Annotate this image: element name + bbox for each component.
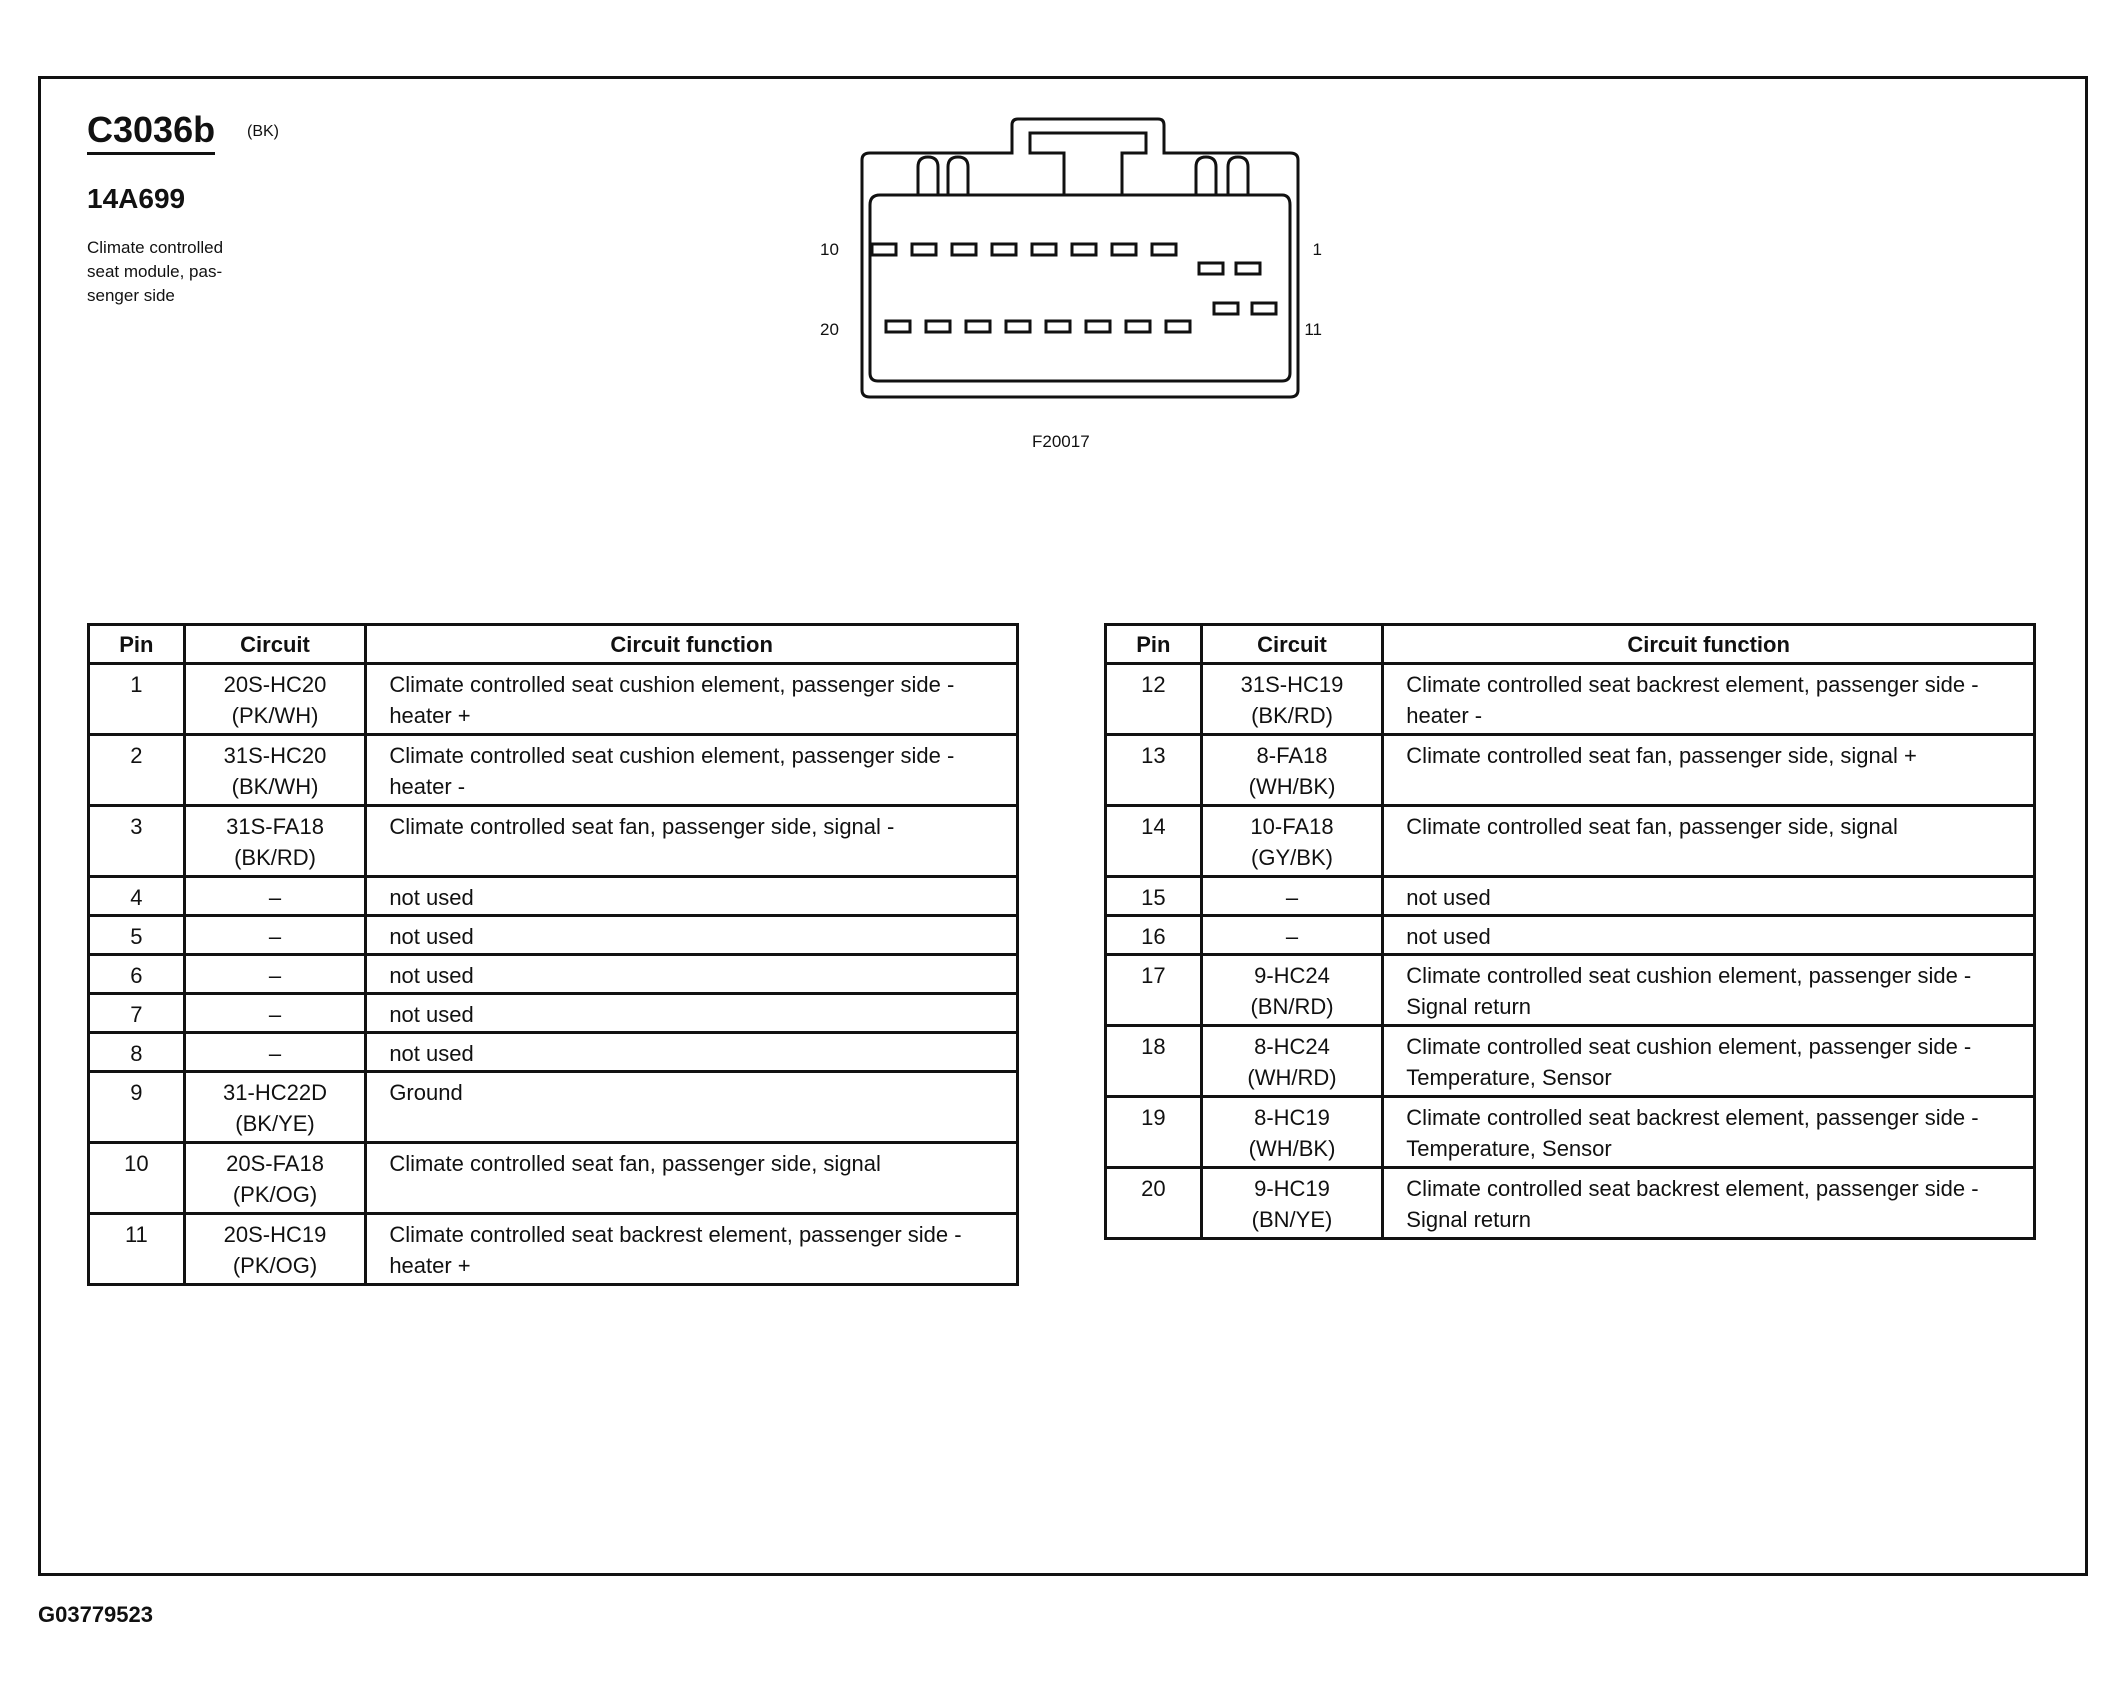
- circuit-cell: –: [184, 1033, 366, 1072]
- figure-code: F20017: [1032, 432, 1090, 451]
- table-row: [89, 994, 1018, 1033]
- pin-cell: 20: [1106, 1168, 1202, 1239]
- pin-cell: 16: [1106, 916, 1202, 955]
- function-cell: Climate controlled seat backrest element, passenger side - Temperature, Sensor: [1383, 1097, 2035, 1168]
- connector-color: (BK): [247, 123, 279, 140]
- circuit-cell: 10-FA18 (GY/BK): [1201, 806, 1383, 877]
- circuit-header: Circuit: [1201, 625, 1383, 664]
- pin-cavity-bottom: [1046, 321, 1070, 332]
- footer-code: G03779523: [38, 1602, 153, 1627]
- circuit-cell: –: [184, 877, 366, 916]
- pin-cavity-top: [952, 244, 976, 255]
- table-row: [1106, 664, 2035, 735]
- function-cell: not used: [1383, 916, 2035, 955]
- pin-cavity-top: [1072, 244, 1096, 255]
- connector-latch: [1030, 133, 1146, 195]
- pin-label-1: 1: [1312, 240, 1322, 259]
- connector-face: [870, 195, 1290, 381]
- pin-cell: 15: [1106, 877, 1202, 916]
- pin-cavity-bottom: [966, 321, 990, 332]
- table-row: [89, 1143, 1018, 1214]
- pin-cavity-top: [1112, 244, 1136, 255]
- table-row: [1106, 877, 2035, 916]
- circuit-cell: 9-HC19 (BN/YE): [1201, 1168, 1383, 1239]
- table-row: [89, 735, 1018, 806]
- pin-cavity-top: [1199, 263, 1223, 274]
- table-row: [1106, 1097, 2035, 1168]
- pin-table-left: [87, 623, 1019, 1286]
- pin-cavity-top: [992, 244, 1016, 255]
- function-cell: Climate controlled seat fan, passenger side, signal: [366, 1143, 1018, 1214]
- circuit-cell: 31-HC22D (BK/YE): [184, 1072, 366, 1143]
- function-cell: Climate controlled seat cushion element, passenger side - Signal return: [1383, 955, 2035, 1026]
- table-header-row: [89, 625, 1018, 664]
- table-row: [89, 1033, 1018, 1072]
- function-cell: Climate controlled seat backrest element, passenger side - heater -: [1383, 664, 2035, 735]
- pin-cell: 5: [89, 916, 185, 955]
- connector-housing: [862, 119, 1298, 397]
- function-cell: not used: [366, 1033, 1018, 1072]
- pin-cell: 1: [89, 664, 185, 735]
- pin-cavity-top: [1236, 263, 1260, 274]
- table-row: [89, 916, 1018, 955]
- table-row: [1106, 1168, 2035, 1239]
- pin-label-11: 11: [1304, 320, 1322, 339]
- function-cell: Climate controlled seat backrest element, passenger side - Signal return: [1383, 1168, 2035, 1239]
- function-cell: not used: [1383, 877, 2035, 916]
- pin-cavity-bottom: [886, 321, 910, 332]
- function-cell: Climate controlled seat cushion element, passenger side - heater +: [366, 664, 1018, 735]
- pin-cell: 2: [89, 735, 185, 806]
- table-row: [1106, 955, 2035, 1026]
- function-header: Circuit function: [1383, 625, 2035, 664]
- circuit-cell: –: [184, 916, 366, 955]
- function-cell: Climate controlled seat fan, passenger side, signal -: [366, 806, 1018, 877]
- function-cell: not used: [366, 994, 1018, 1033]
- circuit-cell: 8-HC19 (WH/BK): [1201, 1097, 1383, 1168]
- function-cell: Climate controlled seat backrest element, passenger side - heater +: [366, 1214, 1018, 1285]
- pin-cell: 9: [89, 1072, 185, 1143]
- pin-table-right: [1104, 623, 2036, 1240]
- circuit-cell: 20S-FA18 (PK/OG): [184, 1143, 366, 1214]
- pin-cell: 17: [1106, 955, 1202, 1026]
- pin-cell: 18: [1106, 1026, 1202, 1097]
- function-header: Circuit function: [366, 625, 1018, 664]
- table-row: [89, 806, 1018, 877]
- function-cell: not used: [366, 955, 1018, 994]
- table-row: [89, 664, 1018, 735]
- pin-cell: 13: [1106, 735, 1202, 806]
- pin-cavity-top: [872, 244, 896, 255]
- pin-cell: 14: [1106, 806, 1202, 877]
- circuit-cell: –: [1201, 916, 1383, 955]
- pin-cavity-top: [1152, 244, 1176, 255]
- table-row: [1106, 735, 2035, 806]
- connector-description: Climate controlled seat module, pas- senger side: [87, 238, 224, 305]
- pin-header: Pin: [89, 625, 185, 664]
- pin-cavity-bottom: [1252, 303, 1276, 314]
- function-cell: not used: [366, 877, 1018, 916]
- function-cell: Climate controlled seat fan, passenger side, signal +: [1383, 735, 2035, 806]
- circuit-cell: 31S-HC20 (BK/WH): [184, 735, 366, 806]
- function-cell: not used: [366, 916, 1018, 955]
- pin-label-10: 10: [820, 240, 839, 259]
- table-header-row: [1106, 625, 2035, 664]
- circuit-cell: 31S-HC19 (BK/RD): [1201, 664, 1383, 735]
- circuit-cell: –: [184, 955, 366, 994]
- connector-id: C3036b: [87, 110, 215, 155]
- pin-cavity-bottom: [1126, 321, 1150, 332]
- pin-cell: 11: [89, 1214, 185, 1285]
- pin-cavity-top: [1032, 244, 1056, 255]
- pin-label-20: 20: [820, 320, 839, 339]
- pin-cell: 8: [89, 1033, 185, 1072]
- circuit-header: Circuit: [184, 625, 366, 664]
- pin-cell: 10: [89, 1143, 185, 1214]
- pin-cavity-bottom: [1086, 321, 1110, 332]
- circuit-cell: 8-HC24 (WH/RD): [1201, 1026, 1383, 1097]
- pin-cavity-bottom: [1006, 321, 1030, 332]
- part-number: 14A699: [87, 183, 186, 214]
- pin-cell: 19: [1106, 1097, 1202, 1168]
- circuit-cell: 20S-HC19 (PK/OG): [184, 1214, 366, 1285]
- pin-cell: 3: [89, 806, 185, 877]
- circuit-cell: 8-FA18 (WH/BK): [1201, 735, 1383, 806]
- circuit-cell: 20S-HC20 (PK/WH): [184, 664, 366, 735]
- circuit-cell: 9-HC24 (BN/RD): [1201, 955, 1383, 1026]
- pin-cell: 4: [89, 877, 185, 916]
- circuit-cell: –: [184, 994, 366, 1033]
- function-cell: Climate controlled seat cushion element, passenger side - Temperature, Sensor: [1383, 1026, 2035, 1097]
- table-row: [1106, 916, 2035, 955]
- pin-header: Pin: [1106, 625, 1202, 664]
- circuit-cell: –: [1201, 877, 1383, 916]
- connector-face-diagram: [820, 115, 1320, 455]
- pin-cell: 12: [1106, 664, 1202, 735]
- table-row: [89, 1214, 1018, 1285]
- pin-cavity-bottom: [926, 321, 950, 332]
- table-row: [1106, 1026, 2035, 1097]
- pin-cavity-top: [912, 244, 936, 255]
- table-row: [89, 955, 1018, 994]
- function-cell: Climate controlled seat fan, passenger side, signal: [1383, 806, 2035, 877]
- table-row: [1106, 806, 2035, 877]
- table-row: [89, 877, 1018, 916]
- pin-cell: 6: [89, 955, 185, 994]
- pin-cell: 7: [89, 994, 185, 1033]
- circuit-cell: 31S-FA18 (BK/RD): [184, 806, 366, 877]
- function-cell: Climate controlled seat cushion element, passenger side - heater -: [366, 735, 1018, 806]
- pin-cavity-bottom: [1166, 321, 1190, 332]
- pin-cavity-bottom: [1214, 303, 1238, 314]
- table-row: [89, 1072, 1018, 1143]
- function-cell: Ground: [366, 1072, 1018, 1143]
